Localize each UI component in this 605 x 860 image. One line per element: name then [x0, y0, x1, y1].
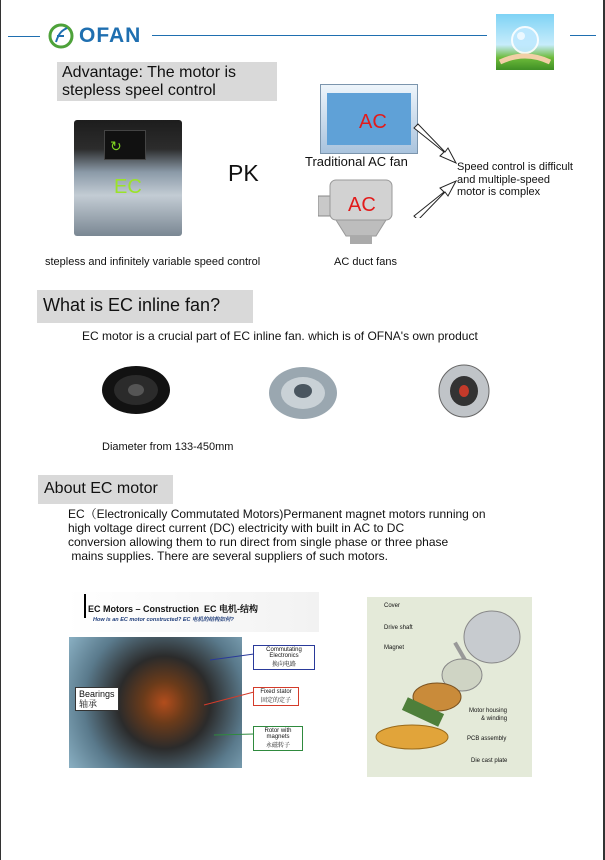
commutating-text-cn: 换向电路	[271, 662, 296, 668]
pcb-assembly-label: PCB assembly	[467, 736, 507, 742]
motor-housing-label	[469, 707, 507, 723]
globe-photo	[496, 14, 554, 70]
electronics-text: Electronics	[269, 653, 299, 659]
refresh-icon: ↻	[110, 138, 122, 154]
arrows-icon	[410, 118, 460, 218]
about-paragraph	[68, 507, 486, 563]
cover-label: Cover	[384, 603, 401, 609]
advantage-title	[57, 62, 277, 101]
motor-impeller-photo	[437, 363, 491, 419]
fixed-stator-text: Fixed stator	[260, 689, 292, 695]
construction-header	[66, 592, 319, 632]
motor-housing-text: Motor housing	[469, 708, 508, 714]
speed-note-line2: and multiple-speed	[457, 173, 550, 186]
ac-label-top: AC	[359, 111, 387, 133]
construction-subtitle-wrap	[93, 615, 234, 623]
speed-note-line1: Speed control is difficult	[457, 161, 573, 173]
ac-label-bottom: AC	[348, 194, 376, 216]
rotor-text-cn: 永磁转子	[265, 743, 290, 749]
rotor-label	[253, 726, 303, 751]
about-title: About EC motor	[38, 475, 173, 504]
header-rule-left	[8, 36, 40, 37]
magnet-label: Magnet	[384, 645, 405, 651]
what-is-title: What is EC inline fan?	[37, 290, 253, 323]
commutating-text: Commutating	[266, 647, 302, 653]
motor-silver-photo	[267, 363, 339, 421]
page-border-left	[0, 0, 1, 860]
ec-label: EC	[114, 176, 142, 198]
about-line1: EC（Electronically Commutated Motors)Permanent magnet motors running on	[68, 507, 486, 521]
about-line4: mains supplies. There are several suppliers of such motors.	[68, 549, 388, 563]
advantage-title-line1: Advantage: The motor is	[62, 64, 237, 81]
construction-bar	[84, 594, 86, 618]
brand-name: OFAN	[79, 24, 142, 47]
construction-title-wrap	[88, 602, 258, 615]
construction-subtitle-cn: EC 电机的结构如何?	[182, 617, 234, 623]
construction-title: EC Motors – Construction	[88, 604, 200, 614]
ac-caption: AC duct fans	[334, 256, 397, 268]
winding-text: & winding	[481, 716, 508, 722]
exploded-parts-graphic	[367, 597, 532, 777]
bearings-text-cn: 轴承	[79, 699, 98, 709]
about-line2: high voltage direct current (DC) electricity with built in AC to DC	[68, 521, 405, 535]
header-rule-right	[570, 35, 596, 36]
construction-callout-lines	[180, 650, 260, 750]
ac-duct-fan-photo	[318, 176, 404, 244]
rotor-with-text: Rotor with	[264, 728, 292, 734]
motor-black-photo	[100, 364, 172, 416]
ac-box-fan-photo	[320, 84, 418, 154]
about-line3: conversion allowing them to run direct from single phase or three phase	[68, 535, 449, 549]
bearings-text: Bearings	[79, 689, 115, 699]
what-is-description: EC motor is a crucial part of EC inline fan. which is of OFNA's own product	[82, 329, 478, 343]
magnets-text: magnets	[266, 734, 290, 740]
construction-subtitle: How is an EC motor constructed?	[93, 617, 182, 623]
diameter-text: Diameter from 133-450mm	[102, 441, 234, 453]
advantage-title-line2: stepless speel control	[62, 82, 216, 99]
speed-control-note	[457, 161, 573, 199]
die-cast-plate-label: Die cast plate	[471, 758, 508, 764]
ec-caption: stepless and infinitely variable speed control	[45, 256, 261, 268]
pk-text: PK	[228, 160, 259, 186]
header-rule-middle	[152, 35, 487, 36]
exploded-diagram	[367, 597, 532, 777]
speed-note-line3: motor is complex	[457, 186, 541, 198]
fixed-stator-text-cn: 固定的定子	[260, 698, 291, 704]
commutating-label	[253, 645, 315, 670]
drive-shaft-label: Drive shaft	[384, 625, 413, 631]
traditional-ac-label: Traditional AC fan	[305, 154, 408, 169]
construction-title-cn: EC 电机-结构	[204, 604, 259, 614]
ofan-logo-icon	[47, 22, 75, 50]
ec-fan-photo	[74, 120, 182, 236]
bearings-label	[75, 687, 119, 711]
